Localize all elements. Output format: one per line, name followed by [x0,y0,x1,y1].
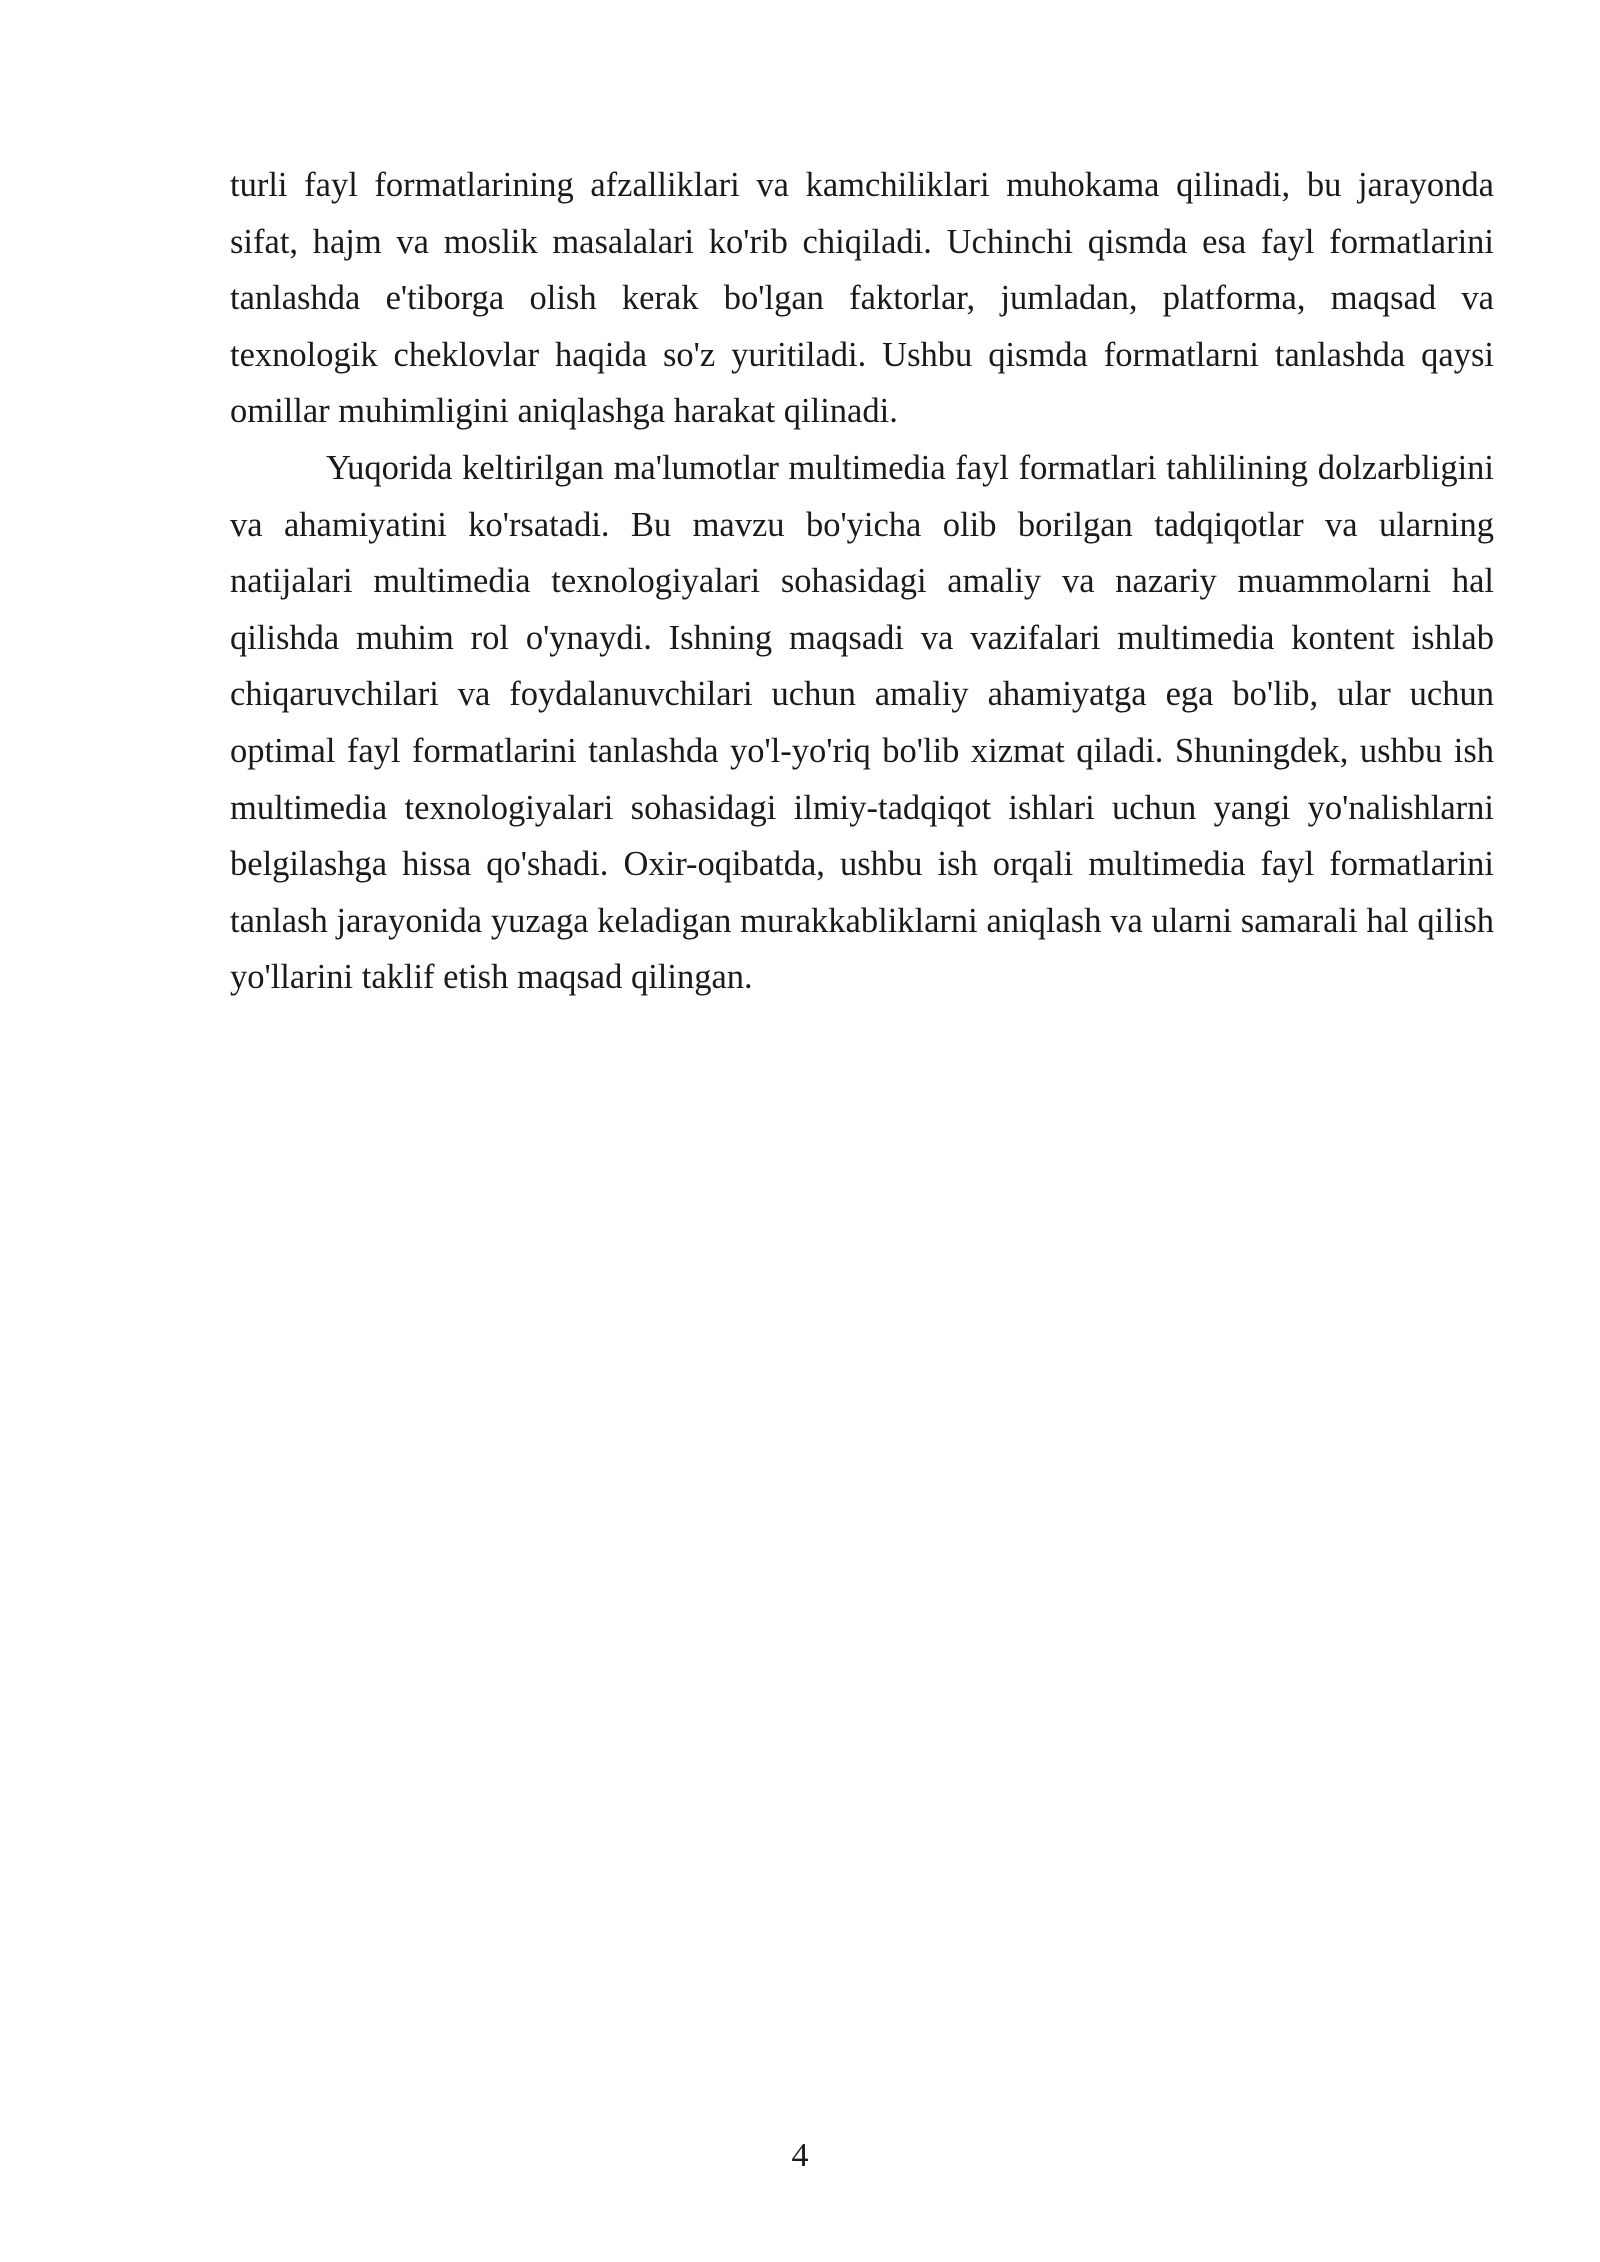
paragraph-conclusion: Yuqorida keltirilgan ma'lumotlar multimedia fayl formatlari tahlilining dolzarbligini va ahamiyatini ko'rsatadi. Bu mavzu bo'yicha olib borilgan tadqiqotlar va ularning natijalari multimedia texnologiyalari sohasidagi amaliy va nazariy muammolarni hal qilishda muhim rol o'ynaydi. Ishning maqsadi va vazifalari multimedia kontent ishlab chiqaruvchilari va foydalanuvchilari uchun amaliy ahamiyatga ega bo'lib, ular uchun optimal fayl formatlarini tanlashda yo'l-yo'riq bo'lib xizmat qiladi. Shuningdek, ushbu ish multimedia texnologiyalari sohasidagi ilmiy-tadqiqot ishlari uchun yangi yo'nalishlarni belgilashga hissa qo'shadi. Oxir-oqibatda, ushbu ish orqali multimedia fayl formatlarini tanlash jarayonida yuzaga keladigan murakkabliklarni aniqlash va ularni samarali hal qilish yo'llarini taklif etish maqsad qilingan. [230,448,1494,997]
paragraph-continuation: turli fayl formatlarining afzalliklari va kamchiliklari muhokama qilinadi, bu jarayonda sifat, hajm va moslik masalalari ko'rib chiqiladi. Uchinchi qismda esa fayl formatlarini tanlashda e'tiborga olish kerak bo'lgan faktorlar, jumladan, platforma, maqsad va texnologik cheklovlar haqida so'z yuritiladi. Ushbu qismda formatlarni tanlashda qaysi omillar muhimligini aniqlashga harakat qilinadi. [230,166,1494,431]
page-number: 4 [791,2137,809,2174]
body-text [230,157,1494,1006]
